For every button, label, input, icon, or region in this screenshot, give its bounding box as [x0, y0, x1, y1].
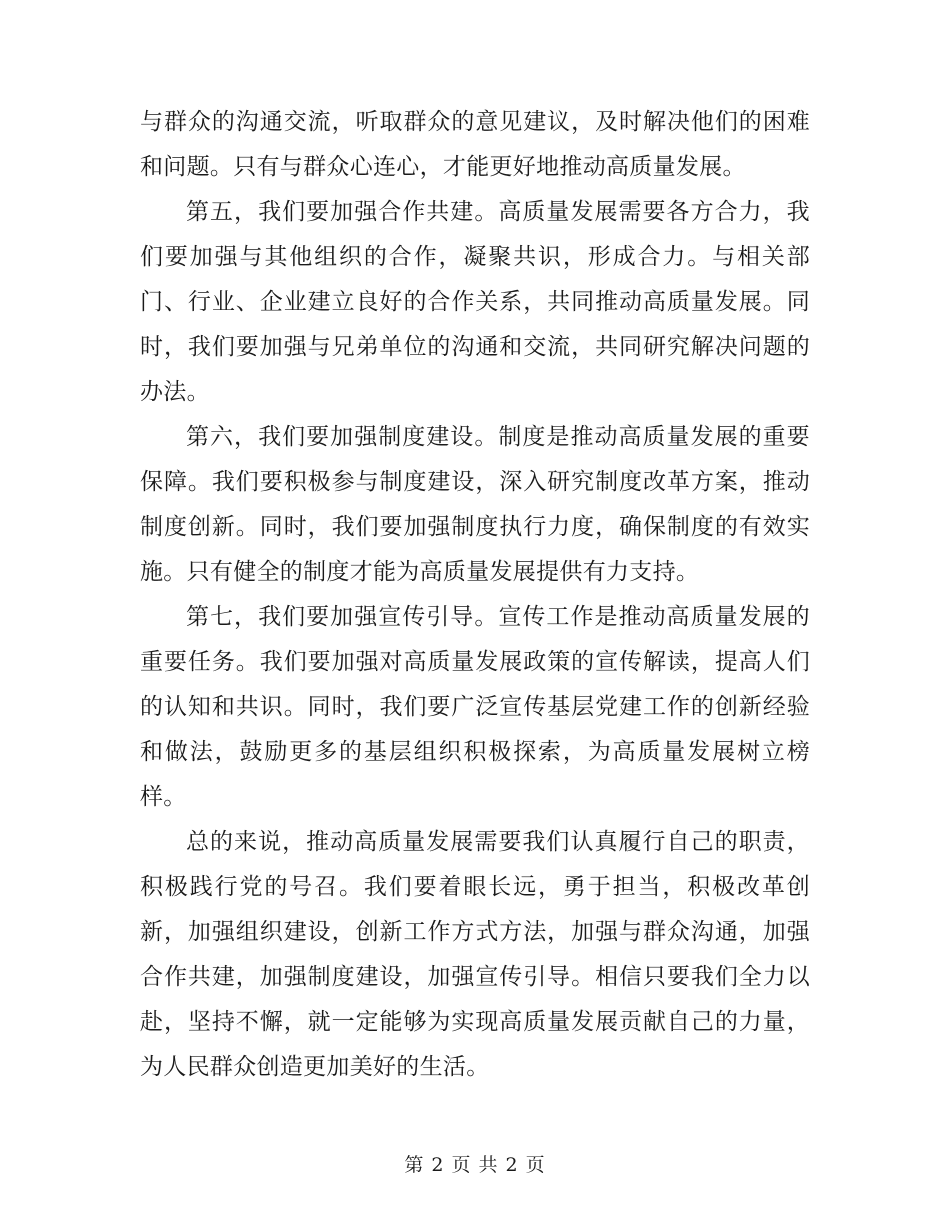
paragraph-continued: 与群众的沟通交流，听取群众的意见建议，及时解决他们的困难和问题。只有与群众心连心，才能更好地推动高质量发展。	[140, 109, 810, 180]
paragraph-seventh: 第七，我们要加强宣传引导。宣传工作是推动高质量发展的重要任务。我们要加强对高质量发展政策的宣传解读，提高人们的认知和共识。同时，我们要广泛宣传基层党建工作的创新经验和做法，鼓励更多的基层组织积极探索，为高质量发展树立榜样。	[140, 604, 810, 810]
page-number-footer: 第 2 页 共 2 页	[404, 1154, 546, 1176]
document-body	[140, 100, 810, 1090]
paragraph-fifth: 第五，我们要加强合作共建。高质量发展需要各方合力，我们要加强与其他组织的合作，凝聚共识，形成合力。与相关部门、行业、企业建立良好的合作关系，共同推动高质量发展。同时，我们要加强与兄弟单位的沟通和交流，共同研究解决问题的办法。	[140, 199, 810, 405]
paragraph-summary: 总的来说，推动高质量发展需要我们认真履行自己的职责，积极践行党的号召。我们要着眼长远，勇于担当，积极改革创新，加强组织建设，创新工作方式方法，加强与群众沟通，加强合作共建，加强制度建设，加强宣传引导。相信只要我们全力以赴，坚持不懈，就一定能够为实现高质量发展贡献自己的力量，为人民群众创造更加美好的生活。	[140, 829, 810, 1080]
paragraph-sixth: 第六，我们要加强制度建设。制度是推动高质量发展的重要保障。我们要积极参与制度建设，深入研究制度改革方案，推动制度创新。同时，我们要加强制度执行力度，确保制度的有效实施。只有健全的制度才能为高质量发展提供有力支持。	[140, 424, 810, 585]
